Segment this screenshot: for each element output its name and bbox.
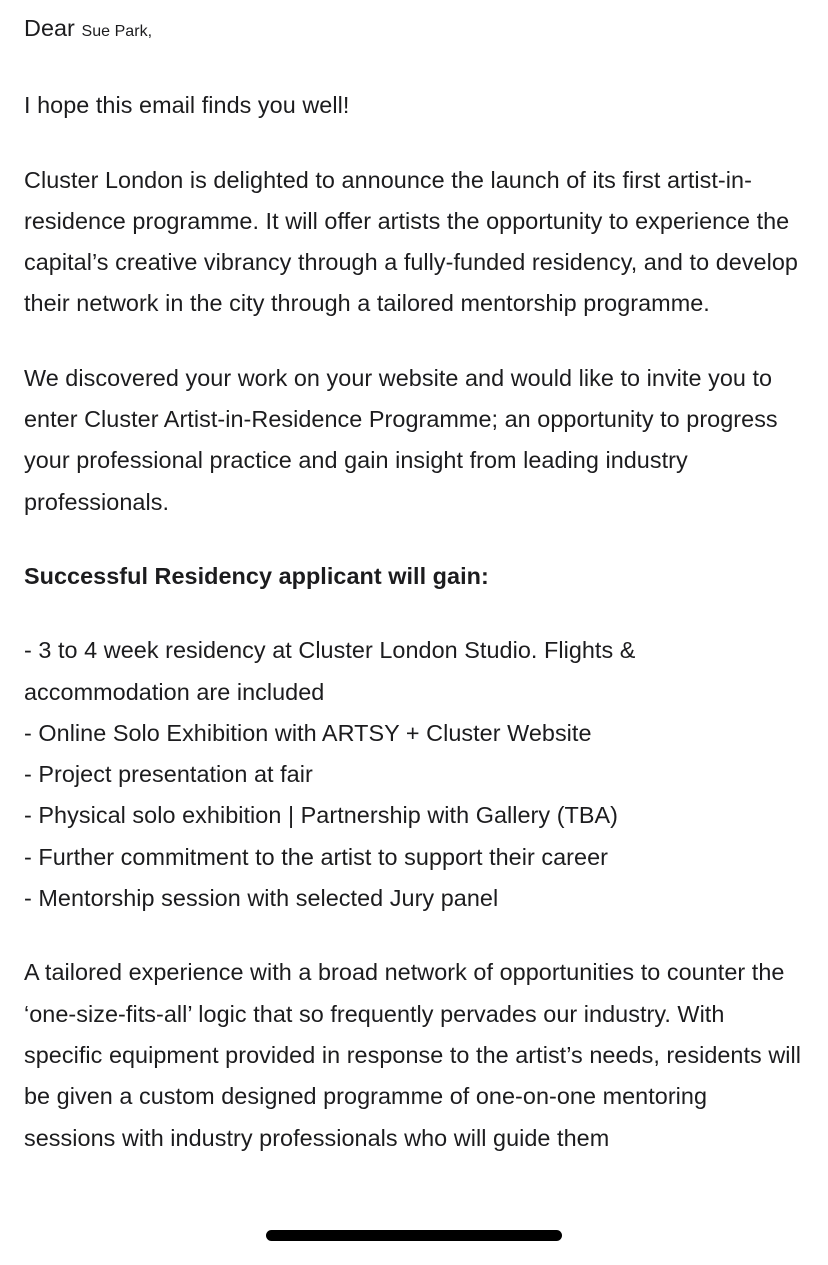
benefit-item: - Mentorship session with selected Jury panel [24, 885, 499, 912]
benefit-item: - 3 to 4 week residency at Cluster London Studio. Flights & accommodation are included [24, 637, 636, 705]
benefits-list [24, 630, 804, 919]
recipient-name: Sue Park, [81, 23, 153, 40]
benefit-item: - Project presentation at fair [24, 761, 313, 788]
greeting-word: Dear [24, 15, 75, 41]
benefits-heading: Successful Residency applicant will gain: [24, 562, 489, 589]
announcement-paragraph: Cluster London is delighted to announce the launch of its first artist-in-residence programme. It will offer artists the opportunity to experience the capital’s creative vibrancy through a fully-funded residency, and to develop their network in the city through a tailored mentorship programme. [24, 166, 798, 317]
benefit-item: - Physical solo exhibition | Partnership with Gallery (TBA) [24, 802, 619, 829]
home-indicator[interactable] [266, 1230, 562, 1241]
closing-paragraph: A tailored experience with a broad network of opportunities to counter the ‘one-size-fits-all’ logic that so frequently pervades our industry. With specific equipment provided in response to the artist’s needs, residents will be given a custom designed programme of one-on-one mentoring sessions with industry professionals who will guide them [24, 959, 802, 1151]
invitation-paragraph: We discovered your work on your website and would like to invite you to enter Cluster Artist-in-Residence Programme; an opportunity to progress your professional practice and gain insight from leading industry professionals. [24, 364, 778, 515]
email-greeting [24, 8, 804, 52]
email-body [24, 8, 804, 1192]
benefit-item: - Online Solo Exhibition with ARTSY + Cluster Website [24, 719, 592, 746]
benefit-item: - Further commitment to the artist to support their career [24, 843, 608, 870]
intro-paragraph: I hope this email finds you well! [24, 92, 350, 119]
